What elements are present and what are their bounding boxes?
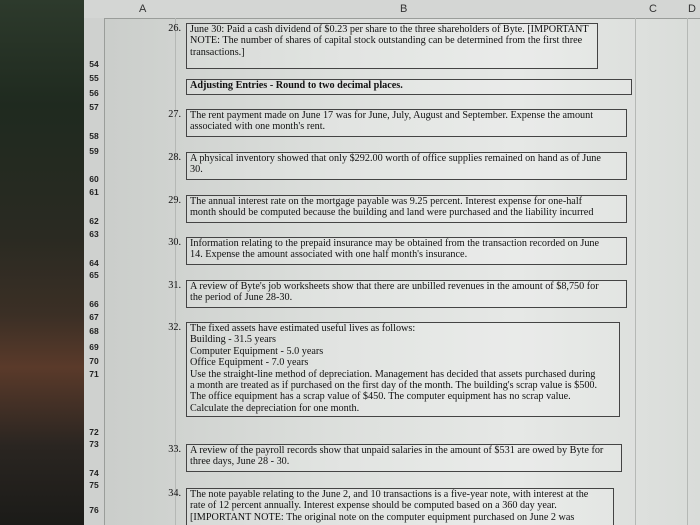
- row-header[interactable]: 63: [89, 229, 99, 239]
- column-header-bar: [84, 0, 700, 19]
- item-text-line: 14. Expense the amount associated with one half month's insurance.: [190, 249, 468, 261]
- row-header[interactable]: 73: [89, 439, 99, 449]
- item-number: 31.: [168, 280, 181, 291]
- row-header[interactable]: 71: [89, 369, 99, 379]
- photo-background: [0, 0, 90, 525]
- item-text-line: a month are treated as if purchased on the first day of the month. The building's scrap value is $500.: [190, 380, 598, 392]
- item-number: 28.: [168, 152, 181, 163]
- row-header[interactable]: 61: [89, 187, 99, 197]
- row-header[interactable]: 64: [89, 258, 99, 268]
- row-header[interactable]: 59: [89, 146, 99, 156]
- item-text-line: transactions.]: [190, 46, 245, 58]
- item-number: 30.: [168, 237, 181, 248]
- item-text-line: [IMPORTANT NOTE: The original note on the computer equipment purchased on June 2 was: [190, 511, 575, 523]
- item-number: 32.: [168, 322, 181, 333]
- row-header[interactable]: 69: [89, 342, 99, 352]
- cell-grid[interactable]: [105, 18, 700, 525]
- column-divider: [687, 18, 688, 525]
- item-number: 34.: [168, 488, 181, 499]
- column-header-d[interactable]: D: [688, 3, 696, 15]
- item-text-line: A review of the payroll records show that unpaid salaries in the amount of $531 are owed by Byte for: [190, 445, 604, 456]
- column-divider: [635, 18, 636, 525]
- item-text-line: The note payable relating to the June 2, and 10 transactions is a five-year note, with interest at the: [190, 489, 589, 500]
- item-text-line: Use the straight-line method of depreciation. Management has decided that assets purchased during: [190, 368, 596, 380]
- column-header-a[interactable]: A: [139, 3, 147, 15]
- row-header[interactable]: 54: [89, 59, 99, 69]
- row-header[interactable]: 55: [89, 73, 99, 83]
- item-text-line: associated with one month's rent.: [190, 121, 326, 133]
- row-header[interactable]: 65: [89, 270, 99, 280]
- item-text-line: Information relating to the prepaid insurance may be obtained from the transaction recorded on June: [190, 238, 600, 249]
- row-header[interactable]: 74: [89, 468, 99, 478]
- item-text-line: Computer Equipment - 5.0 years: [190, 345, 324, 357]
- column-header-c[interactable]: C: [649, 3, 657, 15]
- item-text-line: Office Equipment - 7.0 years: [190, 357, 309, 369]
- row-header[interactable]: 76: [89, 505, 99, 515]
- row-header[interactable]: 72: [89, 427, 99, 437]
- row-header[interactable]: 57: [89, 102, 99, 112]
- item-text-line: month should be computed because the building and land were purchased and the liability incurred: [190, 207, 594, 219]
- row-header[interactable]: 67: [89, 312, 99, 322]
- spreadsheet-window: [84, 0, 700, 525]
- item-text-line: rate of 12 percent annually. Interest expense should be computed based on a 360 day year.: [190, 500, 557, 512]
- row-header[interactable]: 60: [89, 174, 99, 184]
- item-text-line: June 30: Paid a cash dividend of $0.23 per share to the three shareholders of Byte. [IMPORTANT: [190, 24, 589, 35]
- item-text-line: The office equipment has a scrap value of $450. The computer equipment has no scrap value.: [190, 391, 571, 403]
- item-text-line: The fixed assets have estimated useful lives as follows:: [190, 323, 416, 334]
- item-text-line: Building - 31.5 years: [190, 334, 277, 346]
- item-text-line: Calculate the depreciation for one month.: [190, 402, 360, 414]
- item-text-line: A review of Byte's job worksheets show that there are unbilled revenues in the amount of $8,750 for: [190, 281, 599, 292]
- item-text-line: The annual interest rate on the mortgage payable was 9.25 percent. Interest expense for one-half: [190, 196, 583, 207]
- row-header[interactable]: 68: [89, 326, 99, 336]
- item-text-line: A physical inventory showed that only $292.00 worth of office supplies remained on hand as of June: [190, 153, 601, 164]
- row-header[interactable]: 56: [89, 88, 99, 98]
- item-number: 26.: [168, 23, 181, 34]
- adjusting-entries-label: Adjusting Entries - Round to two decimal places.: [186, 79, 632, 95]
- item-text-line: NOTE: The number of shares of capital stock outstanding can be determined from the first three: [190, 35, 583, 47]
- row-header-bar: [84, 18, 105, 525]
- row-header[interactable]: 75: [89, 480, 99, 490]
- row-header[interactable]: 62: [89, 216, 99, 226]
- row-header[interactable]: 58: [89, 131, 99, 141]
- item-number: 27.: [168, 109, 181, 120]
- item-text-line: The rent payment made on June 17 was for June, July, August and September. Expense the amount: [190, 110, 594, 121]
- row-header[interactable]: 70: [89, 356, 99, 366]
- item-number: 33.: [168, 444, 181, 455]
- item-text-line: the period of June 28-30.: [190, 292, 293, 304]
- item-number: 29.: [168, 195, 181, 206]
- column-header-b[interactable]: B: [400, 3, 408, 15]
- item-text-line: 30.: [190, 164, 203, 176]
- row-header[interactable]: 66: [89, 299, 99, 309]
- item-text-line: three days, June 28 - 30.: [190, 456, 290, 468]
